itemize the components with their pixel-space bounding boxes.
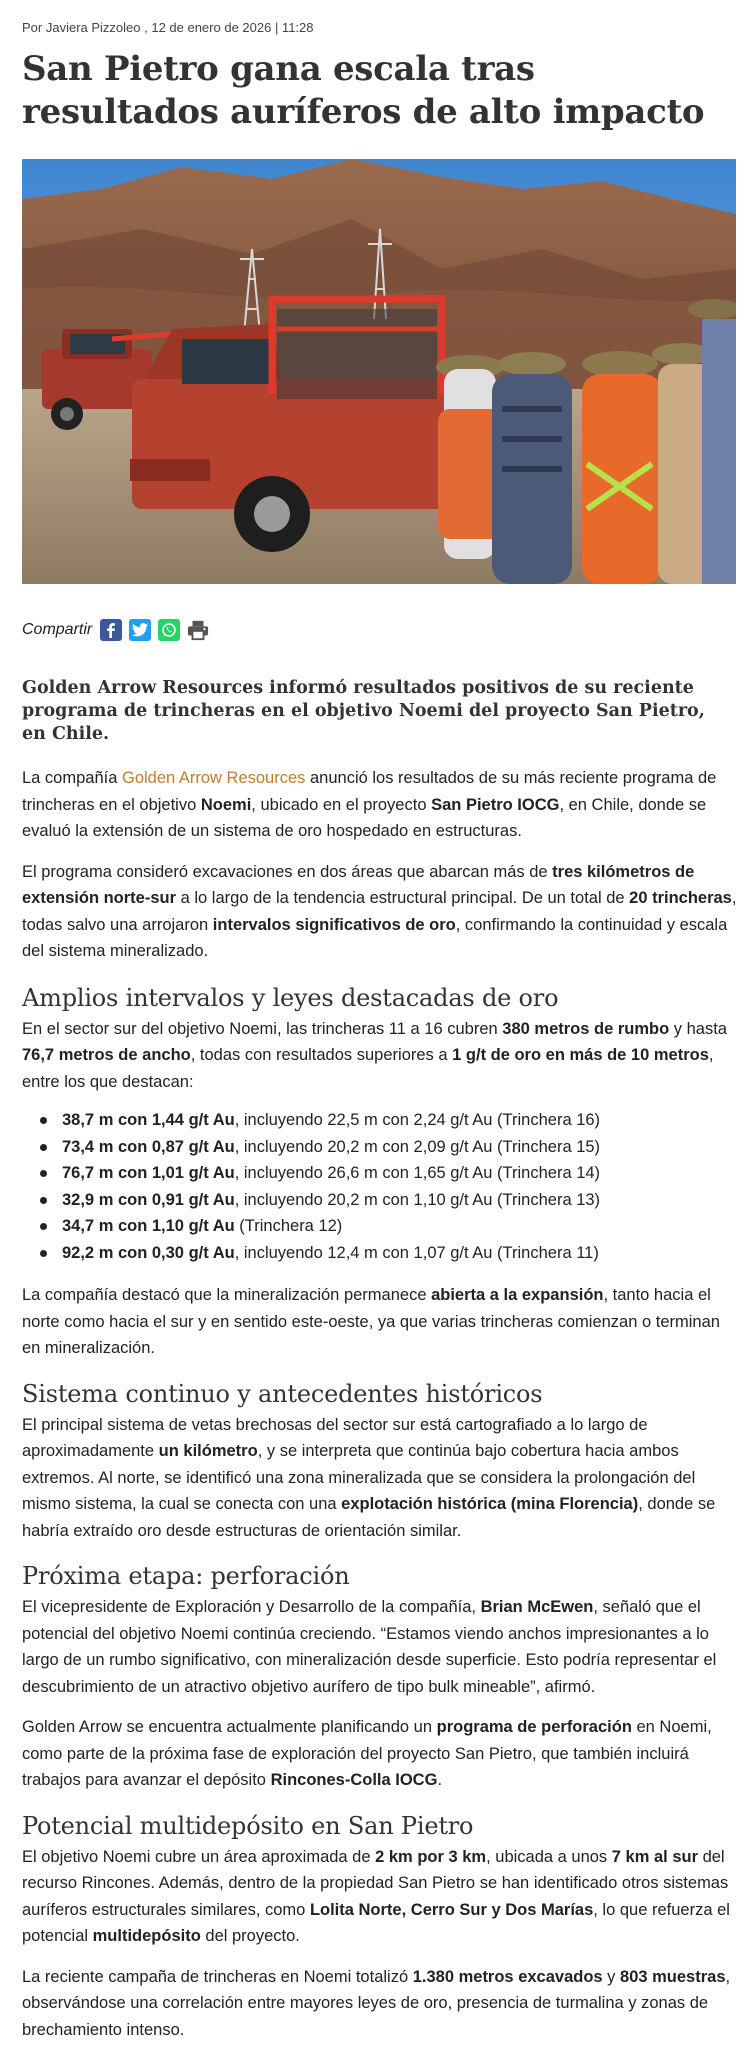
bold-text: 1 g/t de oro en más de 10 metros <box>452 1046 709 1064</box>
section-heading: Sistema continuo y antecedentes históricos <box>22 1379 543 1408</box>
text: a lo largo de la tendencia estructural principal. De un total de <box>176 889 630 907</box>
text: , y se interpreta que continúa bajo cobertura hacia ambos extremos. Al norte, se identificó una zona mineralizada que se considera la prolongación del mismo sistema, la cual se conecta con una <box>22 1442 696 1513</box>
bold-text: multidepósito <box>92 1927 201 1945</box>
text: En el sector sur del objetivo Noemi, las trincheras 11 a 16 cubren <box>22 1019 503 1038</box>
paragraph-9 <box>22 1964 737 2044</box>
paragraph-7 <box>22 1714 737 1794</box>
bold-text: 73,4 m con 0,87 g/t Au <box>62 1137 235 1156</box>
bold-text: Noemi <box>200 795 252 814</box>
text: , incluyendo 12,4 m con 1,07 g/t Au (Trinchera 11) <box>234 1243 599 1262</box>
bold-text: San Pietro IOCG <box>431 795 560 814</box>
paragraph-5 <box>22 1412 737 1545</box>
text: , incluyendo 20,2 m con 1,10 g/t Au (Trinchera 13) <box>234 1190 601 1209</box>
share-bar <box>22 617 749 643</box>
bold-text: 32,9 m con 0,91 g/t Au <box>62 1190 235 1209</box>
byline: Por Javiera Pizzoleo , 12 de enero de 2026 | 11:28 <box>22 20 314 35</box>
text: , entre los que destacan: <box>22 1046 714 1091</box>
list-item <box>22 1160 749 1187</box>
print-icon[interactable] <box>187 619 209 641</box>
page-title: San Pietro gana escala tras resultados auríferos de alto impacto <box>22 49 705 132</box>
text: La compañía <box>22 769 122 787</box>
text: , confirmando la continuidad y escala del sistema mineralizado. <box>22 915 728 960</box>
bold-text: 38,7 m con 1,44 g/t Au <box>62 1111 235 1129</box>
text: anunció los resultados de su más reciente programa de trincheras en el objetivo <box>22 769 717 814</box>
text: , observándose una correlación entre mayores leyes de oro, presencia de turmalina y zonas de brechamiento intenso. <box>22 1967 731 2039</box>
golden-arrow-link[interactable]: Golden Arrow Resources <box>121 769 306 787</box>
bold-text: 1.380 metros excavados <box>412 1967 603 1986</box>
text: El programa consideró excavaciones en dos áreas que abarcan más de <box>22 862 553 881</box>
paragraph-8 <box>22 1844 737 1950</box>
list-item <box>22 1240 749 1267</box>
text: , todas salvo una arrojaron <box>22 889 737 934</box>
text: Golden Arrow se encuentra actualmente planificando un <box>22 1718 437 1736</box>
text: , ubicada a unos <box>486 1847 612 1866</box>
text: El vicepresidente de Exploración y Desarrollo de la compañía, <box>22 1598 481 1616</box>
text: en Noemi, como parte de la próxima fase de exploración del proyecto San Pietro, que también incluirá trabajos para avanzar el depósito <box>22 1718 712 1789</box>
text: La reciente campaña de trincheras en Noemi totalizó <box>22 1967 413 1986</box>
bold-text: intervalos significativos de oro <box>212 915 456 934</box>
hero-photo <box>22 159 736 584</box>
bold-text: 7 km al sur <box>611 1847 698 1866</box>
text: , incluyendo 20,2 m con 2,09 g/t Au (Trinchera 15) <box>234 1137 601 1156</box>
bold-text: 380 metros de rumbo <box>502 1019 670 1038</box>
text: del recurso Rincones. Además, dentro de la propiedad San Pietro se han identificado otros sistemas auríferos estructurales similares, como <box>22 1847 729 1919</box>
list-item <box>22 1213 749 1240</box>
bold-text: 2 km por 3 km <box>375 1847 487 1866</box>
bold-text: explotación histórica (mina Florencia) <box>341 1495 639 1513</box>
paragraph-4 <box>22 1282 737 1362</box>
bold-text: 76,7 m con 1,01 g/t Au <box>62 1164 235 1182</box>
text: , donde se habría extraído oro desde estructuras de orientación similar. <box>22 1495 716 1540</box>
text: , lo que refuerza el potencial <box>22 1900 730 1945</box>
bold-text: 34,7 m con 1,10 g/t Au <box>62 1217 235 1235</box>
bold-text: Brian McEwen <box>480 1598 594 1616</box>
hero-photo-illustration <box>22 159 736 584</box>
paragraph-1 <box>22 765 737 845</box>
section-heading: Amplios intervalos y leyes destacadas de oro <box>22 983 559 1012</box>
list-item <box>22 1187 749 1214</box>
list-item <box>22 1134 749 1161</box>
bold-text: 92,2 m con 0,30 g/t Au <box>62 1243 235 1262</box>
share-label: Compartir <box>22 621 93 638</box>
twitter-icon[interactable] <box>129 619 151 641</box>
bold-text: 803 muestras <box>620 1967 726 1986</box>
whatsapp-icon[interactable] <box>158 619 180 641</box>
text: , ubicado en el proyecto <box>251 795 432 814</box>
bold-text: Rincones-Colla IOCG <box>270 1771 438 1789</box>
text: , tanto hacia el norte como hacia el sur y en sentido este-oeste, ya que varias trincheras comienzan o terminan en mineralización. <box>22 1286 720 1357</box>
text: . <box>437 1771 443 1789</box>
bold-text: un kilómetro <box>158 1442 258 1460</box>
text: La compañía destacó que la mineralización permanece <box>22 1286 432 1304</box>
paragraph-2 <box>22 859 737 965</box>
text: El objetivo Noemi cubre un área aproximada de <box>22 1847 376 1866</box>
paragraph-6 <box>22 1594 737 1700</box>
bold-text: abierta a la expansión <box>431 1286 604 1304</box>
text: y hasta <box>669 1019 727 1038</box>
bold-text: Lolita Norte, Cerro Sur y Dos Marías <box>309 1900 594 1919</box>
bold-text: 20 trincheras <box>629 889 732 907</box>
text: , todas con resultados superiores a <box>190 1046 453 1064</box>
paragraph-3 <box>22 1016 737 1096</box>
bold-text: tres kilómetros de extensión norte-sur <box>22 862 695 907</box>
text: y <box>602 1967 621 1986</box>
section-heading: Próxima etapa: perforación <box>22 1562 350 1590</box>
text: , incluyendo 22,5 m con 2,24 g/t Au (Trinchera 16) <box>234 1111 601 1129</box>
text: , incluyendo 26,6 m con 1,65 g/t Au (Trinchera 14) <box>234 1164 601 1182</box>
text: del proyecto. <box>200 1927 300 1945</box>
list-item <box>22 1107 749 1134</box>
results-list <box>22 1107 749 1266</box>
text: , señaló que el potencial del objetivo Noemi continúa creciendo. “Estamos viendo anchos impresionantes a lo largo de un rumbo significativo, con mineralización desde superficie. Esto podría representar el descubrimiento de un atractivo objetivo aurífero de tipo bulk mineable”, afirmó. <box>22 1598 717 1696</box>
text: , en Chile, donde se evaluó la extensión de un sistema de oro hospedado en estructuras. <box>22 795 707 840</box>
bold-text: 76,7 metros de ancho <box>22 1046 191 1064</box>
article-lead: Golden Arrow Resources informó resultados positivos de su reciente programa de trincheras en el objetivo Noemi del proyecto San Pietro, en Chile. <box>22 678 705 744</box>
text: (Trinchera 12) <box>234 1217 343 1235</box>
bold-text: programa de perforación <box>436 1718 632 1736</box>
section-heading: Potencial multidepósito en San Pietro <box>22 1811 474 1840</box>
text: El principal sistema de vetas brechosas del sector sur está cartografiado a lo largo de aproximadamente <box>22 1415 648 1460</box>
facebook-icon[interactable] <box>100 619 122 641</box>
